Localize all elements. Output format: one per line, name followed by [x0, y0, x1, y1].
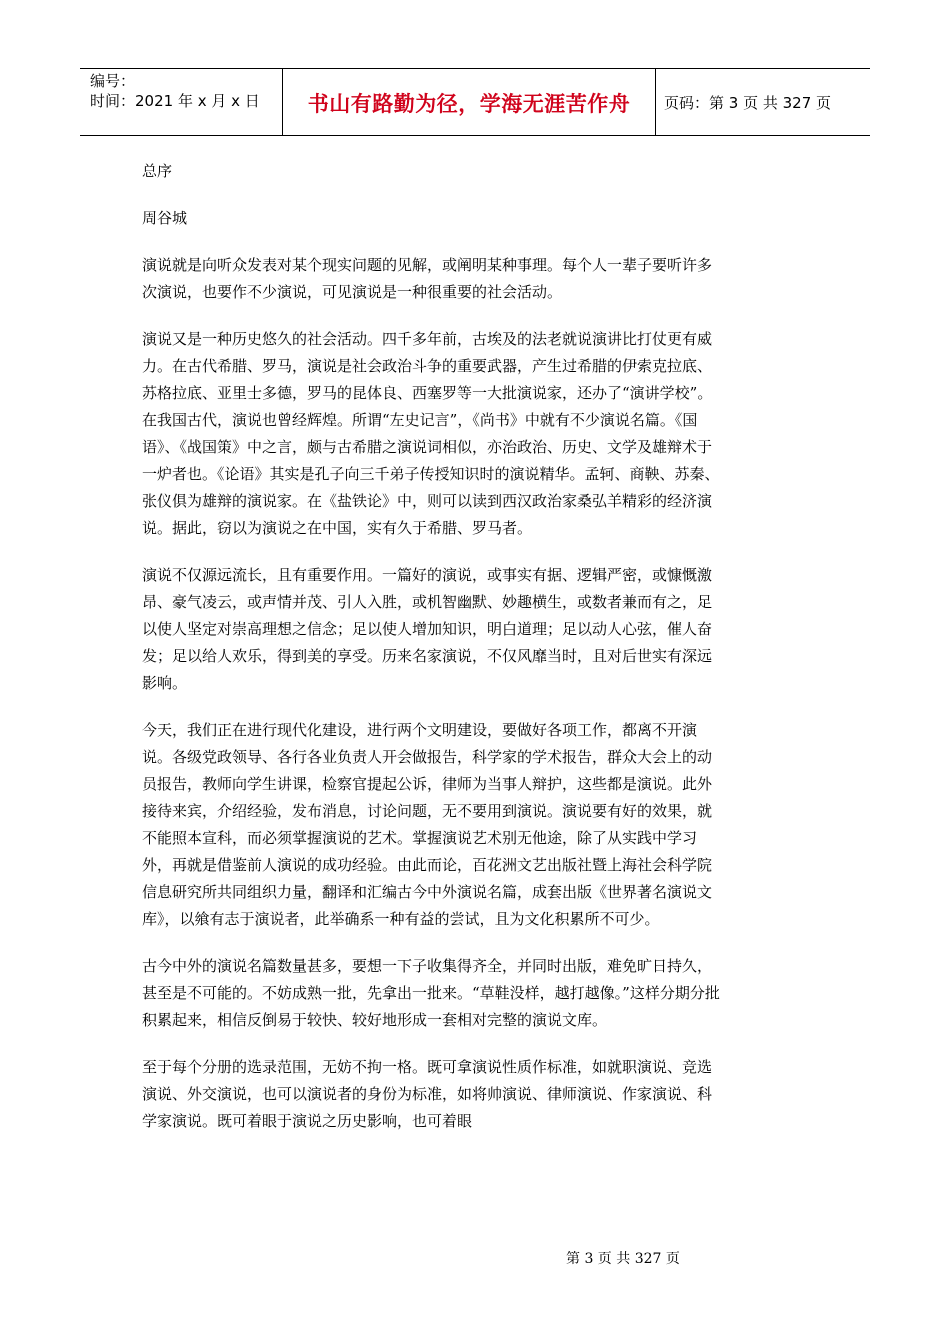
header-motto: 书山有路勤为径，学海无涯苦作舟 — [307, 92, 631, 116]
paragraph: 古今中外的演说名篇数量甚多，要想一下子收集得齐全，并同时出版，难免旷日持久，甚至是不可能的。不妨成熟一批，先拿出一批来。“草鞋没样，越打越像。”这样分期分批积累起来，相信反倒易于较快、较好地形成一套相对完整的演说文库。 — [142, 957, 720, 1029]
document-number-label: 编号： — [90, 72, 136, 90]
header-motto-cell — [282, 69, 656, 135]
page-footer — [566, 1248, 680, 1268]
document-body — [142, 158, 722, 1155]
document-author: 周谷城 — [142, 209, 188, 227]
document-date: 时间：2021 年 x 月 x 日 — [90, 92, 260, 110]
paragraph: 演说不仅源远流长，且有重要作用。一篇好的演说，或事实有据、逻辑严密，或慷慨激昂、豪气凌云，或声情并茂、引人入胜，或机智幽默、妙趣横生，或数者兼而有之，足以使人坚定对崇高理想之信念；足以使人增加知识，明白道理；足以动人心弦，催人奋发；足以给人欢乐，得到美的享受。历来名家演说，不仅风靡当时，且对后世实有深远影响。 — [142, 566, 713, 692]
paragraph: 今天，我们正在进行现代化建设，进行两个文明建设，要做好各项工作，都离不开演说。各级党政领导、各行各业负责人开会做报告，科学家的学术报告，群众大会上的动员报告，教师向学生讲课，检察官提起公诉，律师为当事人辩护，这些都是演说。此外接待来宾，介绍经验，发布消息，讨论问题，无不要用到演说。演说要有好的效果，就不能照本宣科，而必须掌握演说的艺术。掌握演说艺术别无他途，除了从实践中学习外，再就是借鉴前人演说的成功经验。由此而论，百花洲文艺出版社暨上海社会科学院信息研究所共同组织力量，翻译和汇编古今中外演说名篇，成套出版《世界著名演说文库》，以飨有志于演说者，此举确系一种有益的尝试，且为文化积累所不可少。 — [142, 721, 713, 928]
header-page-cell — [656, 69, 870, 135]
paragraph: 演说就是向听众发表对某个现实问题的见解，或阐明某种事理。每个人一辈子要听许多次演说，也要作不少演说，可见演说是一种很重要的社会活动。 — [142, 256, 713, 301]
paragraph: 至于每个分册的选录范围，无妨不拘一格。既可拿演说性质作标准，如就职演说、竞选演说、外交演说，也可以演说者的身份为标准，如将帅演说、律师演说、作家演说、科学家演说。既可着眼于演说之历史影响，也可着眼 — [142, 1058, 713, 1130]
footer-page-number: 第 3 页 共 327 页 — [566, 1251, 680, 1267]
document-title: 总序 — [142, 162, 173, 180]
header-info — [80, 69, 282, 135]
header-page-number: 页码：第 3 页 共 327 页 — [664, 93, 832, 112]
page-header — [80, 68, 870, 136]
paragraph: 演说又是一种历史悠久的社会活动。四千多年前，古埃及的法老就说演讲比打仗更有威力。在古代希腊、罗马，演说是社会政治斗争的重要武器，产生过希腊的伊索克拉底、苏格拉底、亚里士多德，罗马的昆体良、西塞罗等一大批演说家，还办了“演讲学校”。在我国古代，演说也曾经辉煌。所谓“左史记言”，《尚书》中就有不少演说名篇。《国语》、《战国策》中之言，颇与古希腊之演说词相似，亦治政治、历史、文学及雄辩术于一炉者也。《论语》其实是孔子向三千弟子传授知识时的演说精华。孟轲、商鞅、苏秦、张仪俱为雄辩的演说家。在《盐铁论》中，则可以读到西汉政治家桑弘羊精彩的经济演说。据此，窃以为演说之在中国，实有久于希腊、罗马者。 — [142, 330, 720, 537]
